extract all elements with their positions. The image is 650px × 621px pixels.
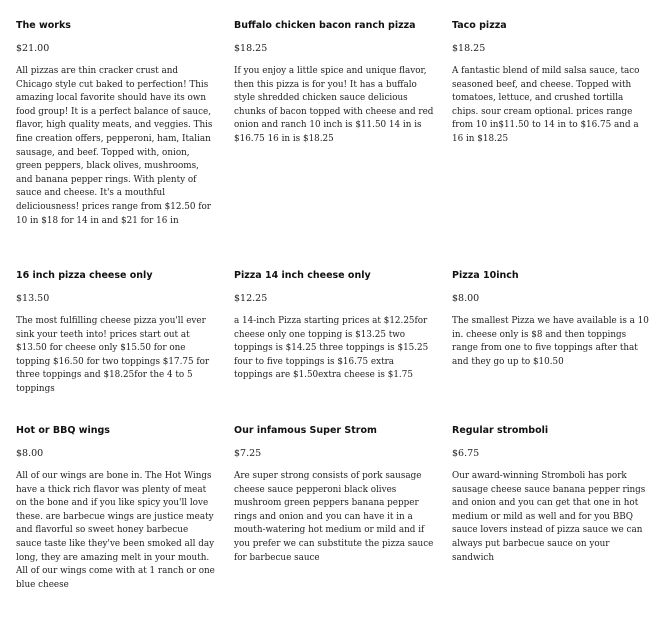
menu-item-title: 16 inch pizza cheese only bbox=[16, 270, 153, 281]
menu-item-price: $8.00 bbox=[16, 448, 44, 459]
menu-item-description: Our award-winning Stromboli has pork sausage cheese sauce banana pepper rings and onion and you can get that one in hot medium or mild as well and for you BBQ sauce lovers instead of pizza sauce we can always put barbecue sauce on your sandwich bbox=[452, 471, 646, 563]
menu-item-title: Our infamous Super Strom bbox=[234, 425, 377, 436]
menu-item-title: Hot or BBQ wings bbox=[16, 425, 110, 436]
menu-item-description: A fantastic blend of mild salsa sauce, taco seasoned beef, and cheese. Topped with tomatoes, lettuce, and crushed tortilla chips. sour cream optional. prices range from 10 in$11.50 to 14 in to $16.75 and a 16 in $18.25 bbox=[452, 66, 640, 144]
menu-item-price: $18.25 bbox=[234, 43, 268, 54]
menu-item-price: $8.00 bbox=[452, 293, 480, 304]
menu-item-title: Buffalo chicken bacon ranch pizza bbox=[234, 20, 416, 31]
menu-item-title: Pizza 14 inch cheese only bbox=[234, 270, 371, 281]
menu-item-price: $6.75 bbox=[452, 448, 480, 459]
menu-item-price: $18.25 bbox=[452, 43, 486, 54]
menu-item-description: If you enjoy a little spice and unique flavor, then this pizza is for you! It has a buffalo style shredded chicken sauce delicious chunks of bacon topped with cheese and red onion and ranch 10 inch is $11.50 14 in is $16.75 16 in is $18.25 bbox=[234, 66, 434, 144]
menu-item-description: The smallest Pizza we have available is a 10 in. cheese only is $8 and then toppings range from one to five toppings after that and they go up to $10.50 bbox=[452, 316, 649, 367]
menu-item-pizza-14-inch-cheese-only[interactable] bbox=[234, 269, 434, 383]
menu-item-price: $13.50 bbox=[16, 293, 50, 304]
menu-item-title: The works bbox=[16, 20, 71, 31]
menu-item-description: The most fulfilling cheese pizza you'll ever sink your teeth into! prices start out at $13.50 for cheese only $15.50 for one topping $16.50 for two toppings $17.75 for three toppings and $18.25for the 4 to 5 toppings bbox=[16, 316, 210, 394]
menu-item-the-works[interactable] bbox=[16, 19, 216, 228]
menu-item-super-strom[interactable] bbox=[234, 424, 434, 565]
menu-item-title: Pizza 10inch bbox=[452, 270, 519, 281]
menu-item-buffalo-chicken-bacon-ranch-pizza[interactable] bbox=[234, 19, 434, 147]
menu-item-description: Are super strong consists of pork sausage cheese sauce pepperoni black olives mushroom green peppers banana pepper rings and onion and you can have it in a mouth-watering hot medium or mild and if you prefer we can substitute the pizza sauce for barbecue sauce bbox=[234, 471, 434, 563]
menu-item-price: $7.25 bbox=[234, 448, 262, 459]
menu-item-pizza-10-inch[interactable] bbox=[452, 269, 650, 369]
menu-item-taco-pizza[interactable] bbox=[452, 19, 650, 147]
menu-item-title: Taco pizza bbox=[452, 20, 507, 31]
menu-item-title: Regular stromboli bbox=[452, 425, 549, 436]
menu-item-price: $21.00 bbox=[16, 43, 50, 54]
menu-item-description: All of our wings are bone in. The Hot Wings have a thick rich flavor was plenty of meat on the bone and if you like spicy you'll love these. are barbecue wings are justice meaty and flavorful so sweet honey barbecue sauce taste like they've been smoked all day long, they are amazing melt in your mouth. All of our wings come with at 1 ranch or one blue cheese bbox=[16, 471, 215, 590]
menu-item-description: All pizzas are thin cracker crust and Chicago style cut baked to perfection! This amazing local favorite should have its own food group! It is a perfect balance of sauce, flavor, high quality meats, and veggies. This fine creation offers, pepperoni, ham, Italian sausage, and beef. Topped with, onion, green peppers, black olives, mushrooms, and banana pepper rings. With plenty of sauce and cheese. It's a mouthful deliciousness! prices range from $12.50 for 10 in $18 for 14 in and $21 for 16 in bbox=[16, 66, 213, 226]
menu-item-16-inch-pizza-cheese-only[interactable] bbox=[16, 269, 216, 397]
menu-item-hot-or-bbq-wings[interactable] bbox=[16, 424, 216, 592]
menu-item-description: a 14-inch Pizza starting prices at $12.25for cheese only one topping is $13.25 two toppings is $14.25 three toppings is $15.25 four to five toppings is $16.75 extra toppings are $1.50extra cheese is $1.75 bbox=[234, 316, 429, 381]
menu-item-regular-stromboli[interactable] bbox=[452, 424, 650, 565]
menu-item-price: $12.25 bbox=[234, 293, 268, 304]
